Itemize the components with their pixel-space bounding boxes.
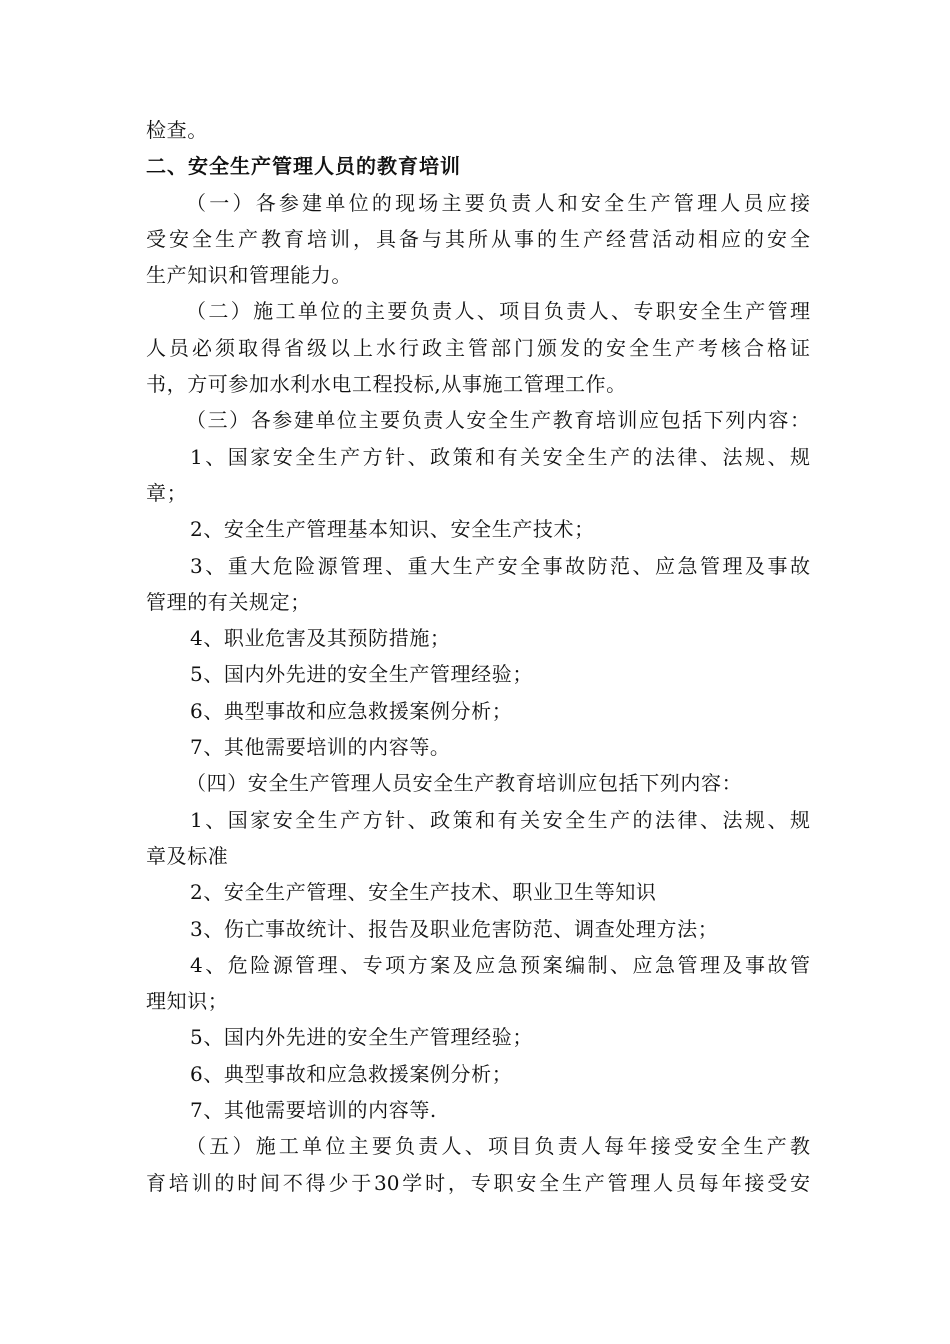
list-item-line: 4、危险源管理、专项方案及应急预案编制、应急管理及事故管 [190,952,810,977]
list-item-line: 4、职业危害及其预防措施； [190,626,451,651]
list-item-line: 7、其他需要培训的内容等。 [190,735,451,760]
list-item-line: 5、国内外先进的安全生产管理经验； [190,1025,533,1050]
list-item-line: 7、其他需要培训的内容等. [190,1098,437,1123]
section-heading: 二、安全生产管理人员的教育培训 [146,154,461,179]
list-item-line: 章及标准 [146,843,229,868]
paragraph-line: 书，方可参加水利水电工程投标,从事施工管理工作。 [146,372,627,397]
list-item-line: 6、典型事故和应急救援案例分析； [190,1061,513,1086]
list-item-line: 3、重大危险源管理、重大生产安全事故防范、应急管理及事故 [190,553,810,578]
list-item-line: 3、伤亡事故统计、报告及职业危害防范、调查处理方法； [190,916,719,941]
paragraph-line: （二）施工单位的主要负责人、项目负责人、专职安全生产管理 [186,299,810,324]
list-item-line: 管理的有关规定； [146,589,311,614]
paragraph-line: （三）各参建单位主要负责人安全生产教育培训应包括下列内容： [186,408,810,433]
paragraph-line: （四）安全生产管理人员安全生产教育培训应包括下列内容： [186,771,743,796]
list-item-line: 2、安全生产管理基本知识、安全生产技术； [190,517,595,542]
paragraph-line: 生产知识和管理能力。 [146,263,352,288]
list-item-line: 1、国家安全生产方针、政策和有关安全生产的法律、法规、规 [190,807,810,832]
list-item-line: 6、典型事故和应急救援案例分析； [190,698,513,723]
paragraph-line: 人员必须取得省级以上水行政主管部门颁发的安全生产考核合格证 [146,335,810,360]
list-item-line: 2、安全生产管理、安全生产技术、职业卫生等知识 [190,880,657,905]
list-item-line: 章； [146,480,188,505]
list-item-line: 5、国内外先进的安全生产管理经验； [190,662,533,687]
paragraph-line: 育培训的时间不得少于30学时，专职安全生产管理人员每年接受安 [146,1170,810,1195]
paragraph-line: 受安全生产教育培训，具备与其所从事的生产经营活动相应的安全 [146,226,810,251]
paragraph-line: 检查。 [146,118,208,142]
paragraph-line: （五）施工单位主要负责人、项目负责人每年接受安全生产教 [186,1134,810,1159]
list-item-line: 理知识； [146,989,229,1014]
list-item-line: 1、国家安全生产方针、政策和有关安全生产的法律、法规、规 [190,444,810,469]
document-body [146,112,810,1201]
paragraph-line: （一）各参建单位的现场主要负责人和安全生产管理人员应接 [186,190,810,215]
